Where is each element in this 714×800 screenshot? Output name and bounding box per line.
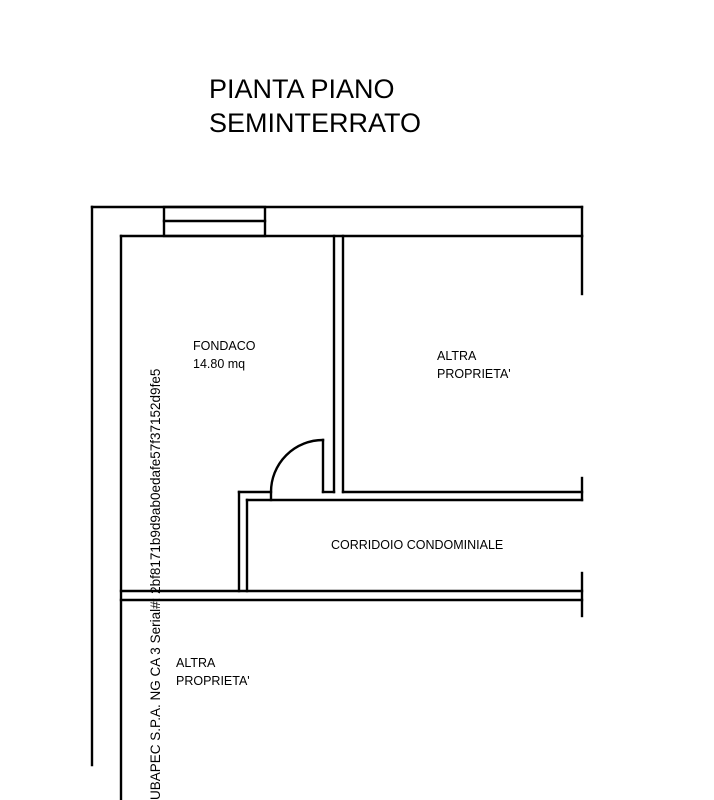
title-line-1: PIANTA PIANO (209, 74, 395, 104)
room-label-altra-proprieta-right (437, 347, 511, 383)
altra-proprieta-right-line-1: ALTRA (437, 349, 477, 363)
watermark-ubapec: UBAPEC S.P.A. NG CA 3 (148, 647, 163, 800)
altra-proprieta-bottom-line-1: ALTRA (176, 656, 216, 670)
plan-title (209, 72, 421, 140)
altra-proprieta-bottom-line-2: PROPRIETA' (176, 674, 250, 688)
serial-watermark (148, 369, 163, 800)
room-area-fondaco: 14.80 mq (193, 357, 246, 371)
title-line-2: SEMINTERRATO (209, 108, 422, 138)
room-name-fondaco: FONDACO (193, 339, 256, 353)
room-label-corridoio (331, 536, 503, 554)
room-label-altra-proprieta-bottom (176, 654, 250, 690)
room-name-corridoio: CORRIDOIO CONDOMINIALE (331, 538, 504, 552)
altra-proprieta-right-line-2: PROPRIETA' (437, 367, 511, 381)
door-swing-arc (271, 440, 323, 492)
watermark-serial: Serial#: 2bf8171b9d9ab0edafe57f37152d9fe5 (148, 368, 163, 644)
room-label-fondaco (193, 337, 256, 373)
